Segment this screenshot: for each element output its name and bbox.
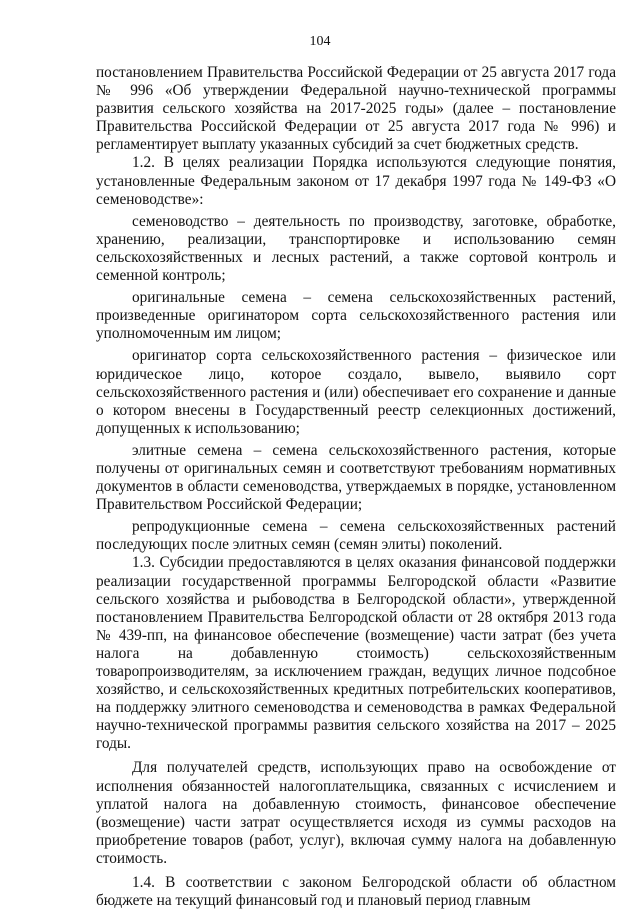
paragraph-definition-originator: оригинатор сорта сельскохозяйственного растения – физическое или юридическое лицо, которое создало, вывело, выявило сорт сельскохозяйственного растения и (или) обеспечивает его сохранение и данные о котором внесены в Государственный реестр селекционных достижений, допущенных к использованию;: [96, 347, 616, 437]
paragraph-vat-exemption: Для получателей средств, использующих право на освобождение от исполнения обязанностей налогоплательщика, связанных с исчислением и уплатой налога на добавленную стоимость, финансовое обеспечение (возмещение) части затрат осуществляется исходя из суммы расходов на приобретение товаров (работ, услуг), включая сумму налога на добавленную стоимость.: [96, 759, 616, 867]
document-body: [96, 64, 616, 910]
paragraph-continuation: постановлением Правительства Российской Федерации от 25 августа 2017 года № 996 «Об утверждении Федеральной научно-технической программы развития сельского хозяйства на 2017-2025 годы» (далее – постановление Правительства Российской Федерации от 25 августа 2017 года № 996) и регламентирует выплату указанных субсидий за счет бюджетных средств.: [96, 64, 616, 154]
page-number: 104: [309, 34, 331, 49]
paragraph-1-4: 1.4. В соответствии с законом Белгородской области об областном бюджете на текущий финансовый год и плановый период главным: [96, 874, 616, 910]
paragraph-1-2: 1.2. В целях реализации Порядка используются следующие понятия, установленные Федеральным законом от 17 декабря 1997 года № 149-ФЗ «О семеноводстве»:: [96, 154, 616, 208]
paragraph-definition-seed-production: семеноводство – деятельность по производству, заготовке, обработке, хранению, реализации, транспортировке и использованию семян сельскохозяйственных и лесных растений, а также сортовой контроль и семенной контроль;: [96, 212, 616, 285]
paragraph-definition-elite-seeds: элитные семена – семена сельскохозяйственного растения, которые получены от оригинальных семян и соответствуют требованиям нормативных документов в области семеноводства, утверждаемых в порядке, установленном Правительством Российской Федерации;: [96, 441, 616, 514]
paragraph-1-3: 1.3. Субсидии предоставляются в целях оказания финансовой поддержки реализации государственной программы Белгородской области «Развитие сельского хозяйства и рыбоводства в Белгородской области», утвержденной постановлением Правительства Белгородской области от 28 октября 2013 года № 439-пп, на финансовое обеспечение (возмещение) части затрат (без учета налога на добавленную стоимость) сельскохозяйственным товаропроизводителям, за исключением граждан, ведущих личное подсобное хозяйство, и сельскохозяйственных кредитных потребительских кооперативов, на поддержку элитного семеноводства и семеноводства в рамках Федеральной научно-технической программы развития сельского хозяйства на 2017 – 2025 годы.: [96, 554, 616, 753]
paragraph-definition-original-seeds: оригинальные семена – семена сельскохозяйственных растений, произведенные оригинатором сорта сельскохозяйственного растения или уполномоченным им лицом;: [96, 289, 616, 343]
paragraph-definition-reproduction-seeds: репродукционные семена – семена сельскохозяйственных растений последующих после элитных семян (семян элиты) поколений.: [96, 518, 616, 554]
